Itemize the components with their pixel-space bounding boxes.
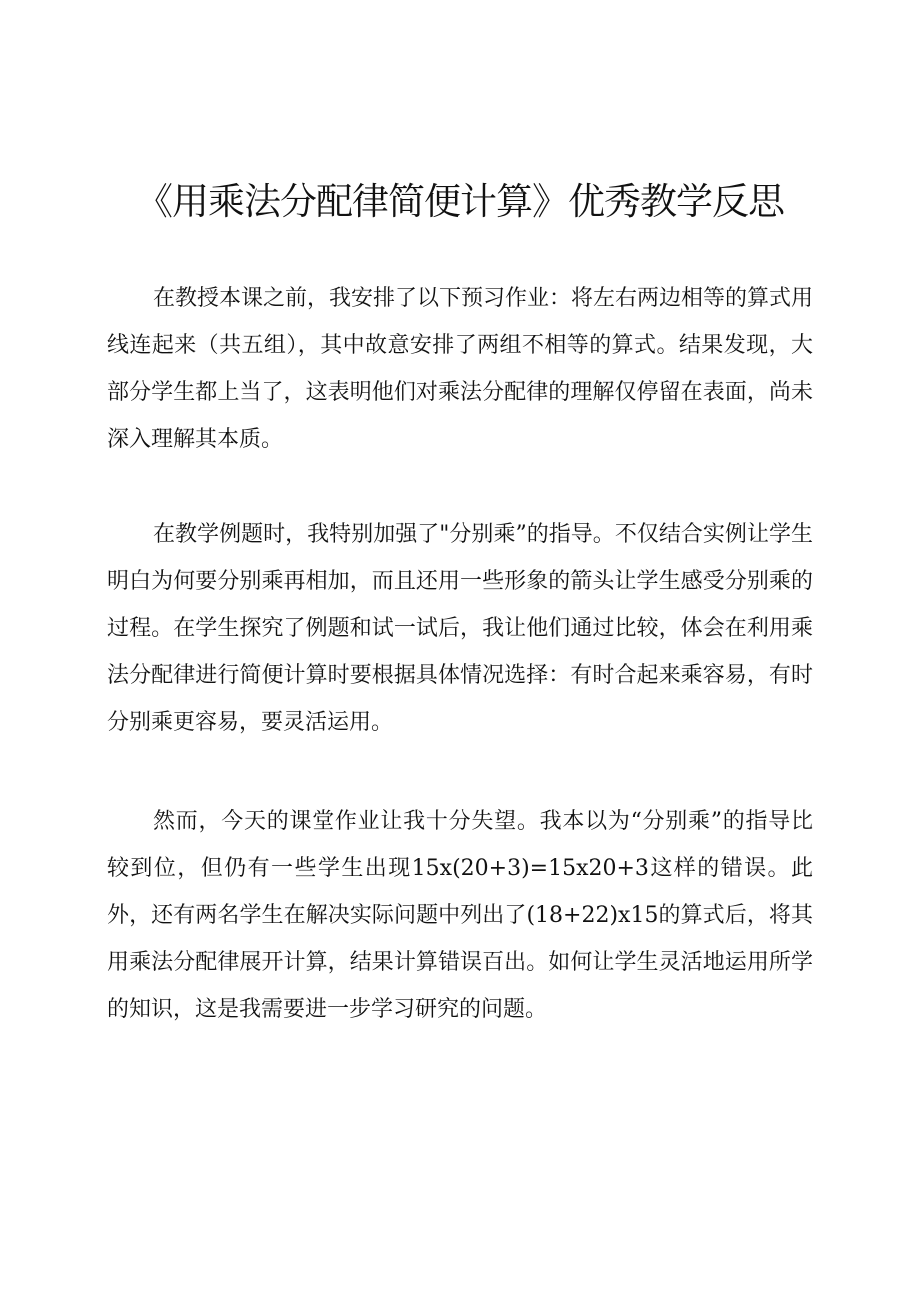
paragraph-preview-homework: 在教授本课之前，我安排了以下预习作业：将左右两边相等的算式用线连起来（共五组），其中故意安排了两组不相等的算式。结果发现，大部分学生都上当了，这表明他们对乘法分配律的理解仅停留在表面，尚未深入理解其本质。 [107, 286, 814, 452]
document-title: 《用乘法分配律简便计算》优秀教学反思 [136, 180, 784, 223]
paragraph-classwork-reflection: 然而，今天的课堂作业让我十分失望。我本以为“分别乘”的指导比较到位，但仍有一些学生出现15x(20+3)=15x20+3这样的错误。此外，还有两名学生在解决实际问题中列出了(18+22)x15的算式后，将其用乘法分配律展开计算，结果计算错误百出。如何让学生灵活地运用所学的知识，这是我需要进一步学习研究的问题。 [107, 809, 813, 1022]
paragraph-example-teaching: 在教学例题时，我特别加强了"分别乘”的指导。不仅结合实例让学生明白为何要分别乘再相加，而且还用一些形象的箭头让学生感受分别乘的过程。在学生探究了例题和试一试后，我让他们通过比较，体会在利用乘法分配律进行简便计算时要根据具体情况选择：有时合起来乘容易，有时分别乘更容易，要灵活运用。 [107, 522, 813, 735]
